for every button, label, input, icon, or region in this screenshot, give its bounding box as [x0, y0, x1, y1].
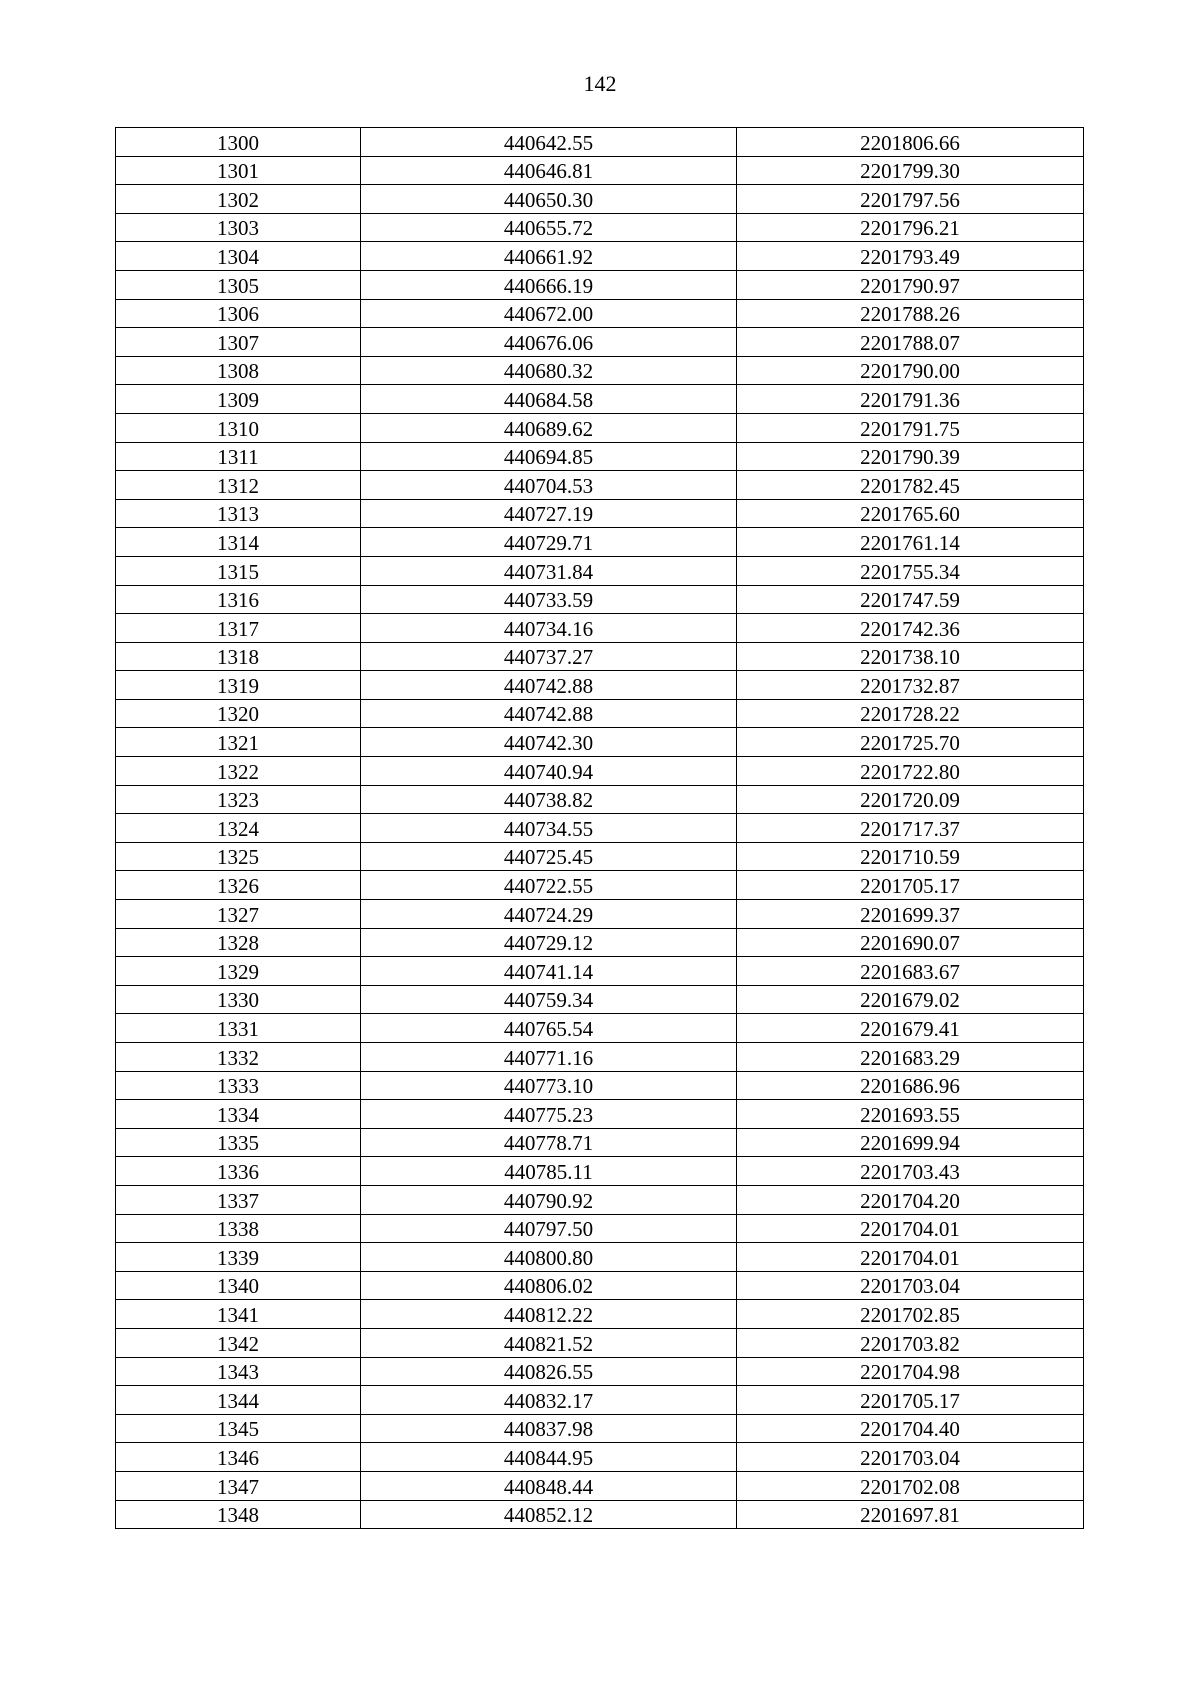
x-coordinate-cell: 440742.30	[361, 728, 737, 757]
point-number-cell: 1337	[116, 1185, 361, 1214]
table-row	[116, 614, 1084, 643]
point-number-cell: 1344	[116, 1386, 361, 1415]
x-coordinate-cell: 440790.92	[361, 1185, 737, 1214]
y-coordinate-cell: 2201679.02	[737, 985, 1084, 1014]
point-number-cell: 1306	[116, 299, 361, 328]
table-row	[116, 585, 1084, 614]
x-coordinate-cell: 440676.06	[361, 328, 737, 357]
table-row	[116, 413, 1084, 442]
table-row	[116, 842, 1084, 871]
y-coordinate-cell: 2201705.17	[737, 1386, 1084, 1415]
table-row	[116, 871, 1084, 900]
x-coordinate-cell: 440655.72	[361, 213, 737, 242]
y-coordinate-cell: 2201742.36	[737, 614, 1084, 643]
point-number-cell: 1334	[116, 1100, 361, 1129]
table-row	[116, 1500, 1084, 1529]
y-coordinate-cell: 2201690.07	[737, 928, 1084, 957]
x-coordinate-cell: 440727.19	[361, 499, 737, 528]
x-coordinate-cell: 440672.00	[361, 299, 737, 328]
coordinate-table	[115, 127, 1084, 1529]
point-number-cell: 1317	[116, 614, 361, 643]
table-row	[116, 757, 1084, 786]
point-number-cell: 1320	[116, 699, 361, 728]
y-coordinate-cell: 2201699.37	[737, 900, 1084, 929]
table-row	[116, 128, 1084, 157]
y-coordinate-cell: 2201683.29	[737, 1043, 1084, 1072]
point-number-cell: 1302	[116, 185, 361, 214]
page-number: 142	[583, 71, 617, 96]
x-coordinate-cell: 440694.85	[361, 442, 737, 471]
x-coordinate-cell: 440680.32	[361, 356, 737, 385]
x-coordinate-cell: 440844.95	[361, 1443, 737, 1472]
table-row	[116, 442, 1084, 471]
y-coordinate-cell: 2201788.07	[737, 328, 1084, 357]
y-coordinate-cell: 2201732.87	[737, 671, 1084, 700]
x-coordinate-cell: 440725.45	[361, 842, 737, 871]
point-number-cell: 1319	[116, 671, 361, 700]
y-coordinate-cell: 2201722.80	[737, 757, 1084, 786]
point-number-cell: 1309	[116, 385, 361, 414]
x-coordinate-cell: 440704.53	[361, 471, 737, 500]
point-number-cell: 1315	[116, 556, 361, 585]
y-coordinate-cell: 2201697.81	[737, 1500, 1084, 1529]
y-coordinate-cell: 2201738.10	[737, 642, 1084, 671]
x-coordinate-cell: 440812.22	[361, 1300, 737, 1329]
point-number-cell: 1326	[116, 871, 361, 900]
point-number-cell: 1311	[116, 442, 361, 471]
table-row	[116, 242, 1084, 271]
y-coordinate-cell: 2201704.98	[737, 1357, 1084, 1386]
table-row	[116, 328, 1084, 357]
point-number-cell: 1335	[116, 1128, 361, 1157]
table-row	[116, 156, 1084, 185]
table-row	[116, 1386, 1084, 1415]
table-row	[116, 499, 1084, 528]
y-coordinate-cell: 2201790.00	[737, 356, 1084, 385]
table-row	[116, 471, 1084, 500]
y-coordinate-cell: 2201799.30	[737, 156, 1084, 185]
x-coordinate-cell: 440773.10	[361, 1071, 737, 1100]
x-coordinate-cell: 440731.84	[361, 556, 737, 585]
y-coordinate-cell: 2201705.17	[737, 871, 1084, 900]
point-number-cell: 1312	[116, 471, 361, 500]
table-row	[116, 1157, 1084, 1186]
point-number-cell: 1314	[116, 528, 361, 557]
x-coordinate-cell: 440740.94	[361, 757, 737, 786]
y-coordinate-cell: 2201747.59	[737, 585, 1084, 614]
x-coordinate-cell: 440742.88	[361, 699, 737, 728]
point-number-cell: 1347	[116, 1471, 361, 1500]
point-number-cell: 1313	[116, 499, 361, 528]
x-coordinate-cell: 440832.17	[361, 1386, 737, 1415]
point-number-cell: 1318	[116, 642, 361, 671]
y-coordinate-cell: 2201703.04	[737, 1271, 1084, 1300]
table-row	[116, 528, 1084, 557]
y-coordinate-cell: 2201761.14	[737, 528, 1084, 557]
table-row	[116, 1300, 1084, 1329]
table-row	[116, 785, 1084, 814]
x-coordinate-cell: 440724.29	[361, 900, 737, 929]
table-row	[116, 728, 1084, 757]
y-coordinate-cell: 2201704.01	[737, 1243, 1084, 1272]
x-coordinate-cell: 440650.30	[361, 185, 737, 214]
point-number-cell: 1325	[116, 842, 361, 871]
x-coordinate-cell: 440642.55	[361, 128, 737, 157]
y-coordinate-cell: 2201703.82	[737, 1328, 1084, 1357]
point-number-cell: 1307	[116, 328, 361, 357]
point-number-cell: 1327	[116, 900, 361, 929]
table-row	[116, 385, 1084, 414]
point-number-cell: 1336	[116, 1157, 361, 1186]
table-row	[116, 671, 1084, 700]
point-number-cell: 1340	[116, 1271, 361, 1300]
table-row	[116, 185, 1084, 214]
table-row	[116, 985, 1084, 1014]
x-coordinate-cell: 440729.12	[361, 928, 737, 957]
y-coordinate-cell: 2201790.97	[737, 270, 1084, 299]
x-coordinate-cell: 440765.54	[361, 1014, 737, 1043]
x-coordinate-cell: 440771.16	[361, 1043, 737, 1072]
y-coordinate-cell: 2201699.94	[737, 1128, 1084, 1157]
table-row	[116, 900, 1084, 929]
point-number-cell: 1341	[116, 1300, 361, 1329]
table-row	[116, 1185, 1084, 1214]
x-coordinate-cell: 440729.71	[361, 528, 737, 557]
x-coordinate-cell: 440684.58	[361, 385, 737, 414]
y-coordinate-cell: 2201693.55	[737, 1100, 1084, 1129]
table-row	[116, 814, 1084, 843]
y-coordinate-cell: 2201704.01	[737, 1214, 1084, 1243]
x-coordinate-cell: 440852.12	[361, 1500, 737, 1529]
point-number-cell: 1321	[116, 728, 361, 757]
point-number-cell: 1323	[116, 785, 361, 814]
y-coordinate-cell: 2201790.39	[737, 442, 1084, 471]
y-coordinate-cell: 2201704.40	[737, 1414, 1084, 1443]
table-row	[116, 642, 1084, 671]
x-coordinate-cell: 440734.16	[361, 614, 737, 643]
y-coordinate-cell: 2201791.75	[737, 413, 1084, 442]
table-row	[116, 1100, 1084, 1129]
x-coordinate-cell: 440759.34	[361, 985, 737, 1014]
x-coordinate-cell: 440806.02	[361, 1271, 737, 1300]
table-body	[116, 128, 1084, 1529]
y-coordinate-cell: 2201679.41	[737, 1014, 1084, 1043]
table-row	[116, 1414, 1084, 1443]
x-coordinate-cell: 440797.50	[361, 1214, 737, 1243]
y-coordinate-cell: 2201765.60	[737, 499, 1084, 528]
x-coordinate-cell: 440738.82	[361, 785, 737, 814]
table-row	[116, 270, 1084, 299]
point-number-cell: 1304	[116, 242, 361, 271]
point-number-cell: 1310	[116, 413, 361, 442]
y-coordinate-cell: 2201788.26	[737, 299, 1084, 328]
table-row	[116, 1214, 1084, 1243]
x-coordinate-cell: 440646.81	[361, 156, 737, 185]
y-coordinate-cell: 2201710.59	[737, 842, 1084, 871]
point-number-cell: 1328	[116, 928, 361, 957]
table-row	[116, 1128, 1084, 1157]
y-coordinate-cell: 2201806.66	[737, 128, 1084, 157]
y-coordinate-cell: 2201683.67	[737, 957, 1084, 986]
table-row	[116, 957, 1084, 986]
point-number-cell: 1330	[116, 985, 361, 1014]
x-coordinate-cell: 440826.55	[361, 1357, 737, 1386]
x-coordinate-cell: 440734.55	[361, 814, 737, 843]
point-number-cell: 1303	[116, 213, 361, 242]
table-row	[116, 1328, 1084, 1357]
point-number-cell: 1346	[116, 1443, 361, 1472]
x-coordinate-cell: 440785.11	[361, 1157, 737, 1186]
table-row	[116, 699, 1084, 728]
y-coordinate-cell: 2201703.04	[737, 1443, 1084, 1472]
table-row	[116, 356, 1084, 385]
point-number-cell: 1342	[116, 1328, 361, 1357]
table-row	[116, 1443, 1084, 1472]
table-row	[116, 1243, 1084, 1272]
table-row	[116, 556, 1084, 585]
table-row	[116, 1014, 1084, 1043]
point-number-cell: 1301	[116, 156, 361, 185]
x-coordinate-cell: 440800.80	[361, 1243, 737, 1272]
table-row	[116, 1357, 1084, 1386]
table-row	[116, 1043, 1084, 1072]
x-coordinate-cell: 440722.55	[361, 871, 737, 900]
point-number-cell: 1338	[116, 1214, 361, 1243]
point-number-cell: 1329	[116, 957, 361, 986]
table-row	[116, 1071, 1084, 1100]
point-number-cell: 1305	[116, 270, 361, 299]
y-coordinate-cell: 2201728.22	[737, 699, 1084, 728]
x-coordinate-cell: 440848.44	[361, 1471, 737, 1500]
table-row	[116, 1271, 1084, 1300]
point-number-cell: 1308	[116, 356, 361, 385]
y-coordinate-cell: 2201782.45	[737, 471, 1084, 500]
y-coordinate-cell: 2201702.08	[737, 1471, 1084, 1500]
y-coordinate-cell: 2201720.09	[737, 785, 1084, 814]
table-row	[116, 1471, 1084, 1500]
point-number-cell: 1333	[116, 1071, 361, 1100]
x-coordinate-cell: 440775.23	[361, 1100, 737, 1129]
point-number-cell: 1331	[116, 1014, 361, 1043]
point-number-cell: 1324	[116, 814, 361, 843]
x-coordinate-cell: 440837.98	[361, 1414, 737, 1443]
y-coordinate-cell: 2201796.21	[737, 213, 1084, 242]
x-coordinate-cell: 440661.92	[361, 242, 737, 271]
y-coordinate-cell: 2201791.36	[737, 385, 1084, 414]
point-number-cell: 1322	[116, 757, 361, 786]
x-coordinate-cell: 440689.62	[361, 413, 737, 442]
table-row	[116, 299, 1084, 328]
y-coordinate-cell: 2201686.96	[737, 1071, 1084, 1100]
point-number-cell: 1332	[116, 1043, 361, 1072]
x-coordinate-cell: 440733.59	[361, 585, 737, 614]
table-row	[116, 928, 1084, 957]
x-coordinate-cell: 440778.71	[361, 1128, 737, 1157]
point-number-cell: 1339	[116, 1243, 361, 1272]
y-coordinate-cell: 2201702.85	[737, 1300, 1084, 1329]
point-number-cell: 1348	[116, 1500, 361, 1529]
y-coordinate-cell: 2201793.49	[737, 242, 1084, 271]
point-number-cell: 1300	[116, 128, 361, 157]
x-coordinate-cell: 440666.19	[361, 270, 737, 299]
x-coordinate-cell: 440742.88	[361, 671, 737, 700]
point-number-cell: 1316	[116, 585, 361, 614]
y-coordinate-cell: 2201717.37	[737, 814, 1084, 843]
y-coordinate-cell: 2201703.43	[737, 1157, 1084, 1186]
x-coordinate-cell: 440821.52	[361, 1328, 737, 1357]
y-coordinate-cell: 2201704.20	[737, 1185, 1084, 1214]
x-coordinate-cell: 440741.14	[361, 957, 737, 986]
point-number-cell: 1343	[116, 1357, 361, 1386]
table-row	[116, 213, 1084, 242]
y-coordinate-cell: 2201797.56	[737, 185, 1084, 214]
x-coordinate-cell: 440737.27	[361, 642, 737, 671]
y-coordinate-cell: 2201725.70	[737, 728, 1084, 757]
point-number-cell: 1345	[116, 1414, 361, 1443]
y-coordinate-cell: 2201755.34	[737, 556, 1084, 585]
